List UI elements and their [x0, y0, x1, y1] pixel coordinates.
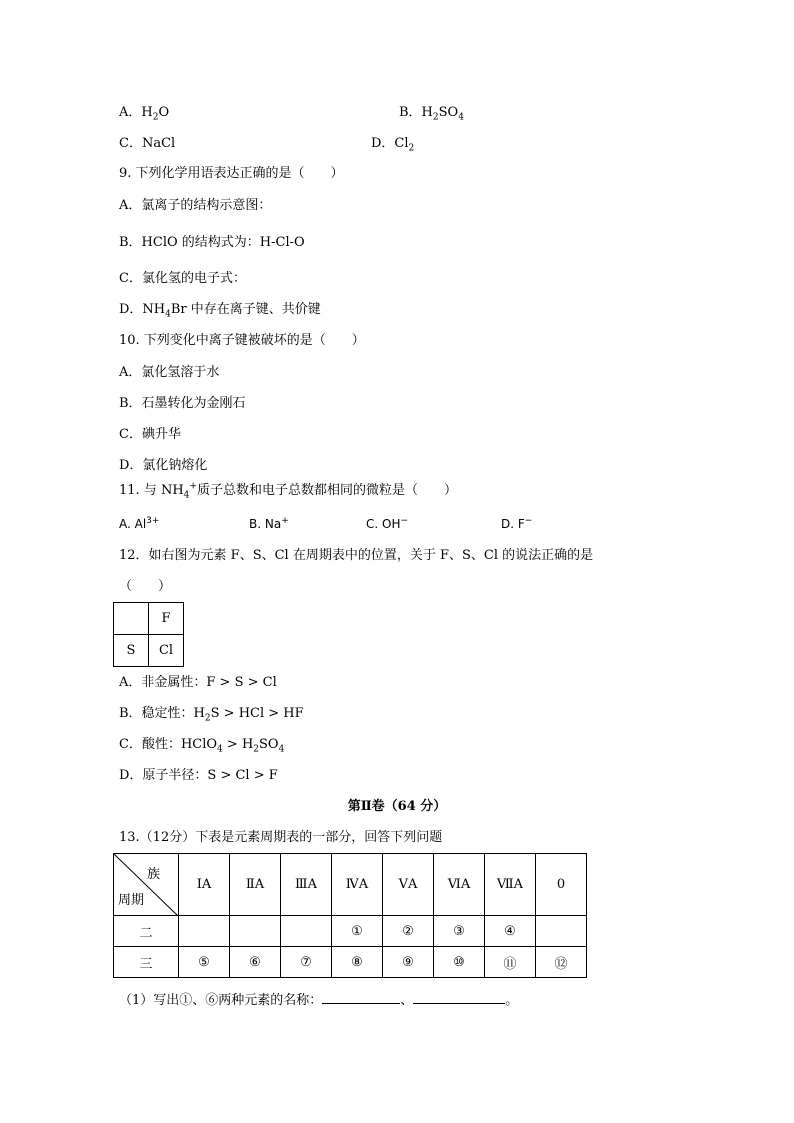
- q10-option-b: B．石墨转化为金刚石: [119, 396, 246, 411]
- answer-blank[interactable]: [413, 991, 505, 1004]
- header-period-label: 周期: [118, 893, 145, 908]
- table-cell: [536, 916, 587, 947]
- group-header: ⅡA: [230, 854, 281, 916]
- table-cell: ④: [485, 916, 536, 947]
- q11-option-a: A. $Al^{3+}$: [119, 516, 160, 531]
- q10-stem: 10. 下列变化中离子键被破坏的是（ ）: [119, 333, 365, 348]
- table-cell: ⑩: [434, 947, 485, 978]
- q9-option-b: B．HClO 的结构式为：H-Cl-O: [119, 235, 305, 250]
- q12-option-d: D．原子半径：S > Cl > F: [119, 768, 278, 783]
- grid-cell-s: S: [114, 635, 149, 667]
- table-cell: [281, 916, 332, 947]
- q9-option-d: D．$NH_4Br$ 中存在离子键、共价键: [119, 302, 321, 320]
- q13-sub1: （1）写出①、⑥两种元素的名称： 、 。: [119, 993, 519, 1008]
- q8-option-c: C．NaCl: [119, 136, 176, 151]
- q13-stem: 13.（12分）下表是元素周期表的一部分，回答下列问题: [119, 830, 443, 845]
- q9-option-a: A．氯离子的结构示意图：: [119, 198, 272, 213]
- q11-option-c: C. OH−: [366, 516, 409, 531]
- grid-cell-f: F: [149, 603, 184, 635]
- table-cell: ⑤: [179, 947, 230, 978]
- grid-cell-empty: [114, 603, 149, 635]
- header-corner-cell: [114, 854, 179, 916]
- table-cell: [179, 916, 230, 947]
- q9-stem: 9. 下列化学用语表达正确的是（ ）: [119, 166, 344, 181]
- group-header: 0: [536, 854, 587, 916]
- q10-option-d: D．氯化钠熔化: [119, 458, 208, 473]
- group-header: ⅢA: [281, 854, 332, 916]
- q11-option-b: B. Na+: [249, 516, 289, 531]
- table-row: [114, 947, 587, 978]
- q12-paren: （ ）: [119, 579, 172, 594]
- q11-stem: 11. 与 $NH_4^+$质子总数和电子总数都相同的微粒是（ ）: [119, 481, 457, 501]
- grid-cell-cl: Cl: [149, 635, 184, 667]
- table-cell: ⑪: [485, 947, 536, 978]
- header-group-label: 族: [146, 867, 160, 882]
- q10-option-a: A．氯化氢溶于水: [119, 365, 220, 380]
- table-cell: ②: [383, 916, 434, 947]
- group-header: ⅦA: [485, 854, 536, 916]
- table-cell: ⑦: [281, 947, 332, 978]
- group-header: ⅣA: [332, 854, 383, 916]
- q12-option-b: B．稳定性：$H_2S$ > HCl > HF: [119, 706, 304, 724]
- group-header: ⅤA: [383, 854, 434, 916]
- q8-option-a: A．$H_2O$: [119, 105, 170, 123]
- table-cell: ①: [332, 916, 383, 947]
- q8-option-d: D．$Cl_2$: [371, 136, 415, 154]
- period-label: 二: [114, 916, 179, 947]
- q11-option-d: D. F−: [501, 516, 533, 531]
- period-label: 三: [114, 947, 179, 978]
- table-cell: ③: [434, 916, 485, 947]
- q8-option-b: B．$H_2SO_4$: [399, 105, 464, 123]
- table-cell: ⑨: [383, 947, 434, 978]
- periodic-table: [113, 853, 587, 978]
- q12-position-grid: [113, 602, 184, 667]
- table-cell: ⑫: [536, 947, 587, 978]
- q10-option-c: C．碘升华: [119, 427, 181, 442]
- q12-stem: 12．如右图为元素 F、S、Cl 在周期表中的位置，关于 F、S、Cl 的说法正确的是: [119, 548, 594, 563]
- q12-option-a: A．非金属性：F > S > Cl: [119, 675, 277, 690]
- group-header: ⅥA: [434, 854, 485, 916]
- table-cell: ⑥: [230, 947, 281, 978]
- table-row: [114, 916, 587, 947]
- table-cell: [230, 916, 281, 947]
- section-title: 第Ⅱ卷（64 分）: [347, 799, 447, 814]
- table-cell: ⑧: [332, 947, 383, 978]
- q12-option-c: C．酸性：HClO$_4$ > $H_2SO_4$: [119, 737, 285, 755]
- q9-option-c: C．氯化氢的电子式：: [119, 271, 246, 286]
- answer-blank[interactable]: [322, 991, 400, 1004]
- group-header: ⅠA: [179, 854, 230, 916]
